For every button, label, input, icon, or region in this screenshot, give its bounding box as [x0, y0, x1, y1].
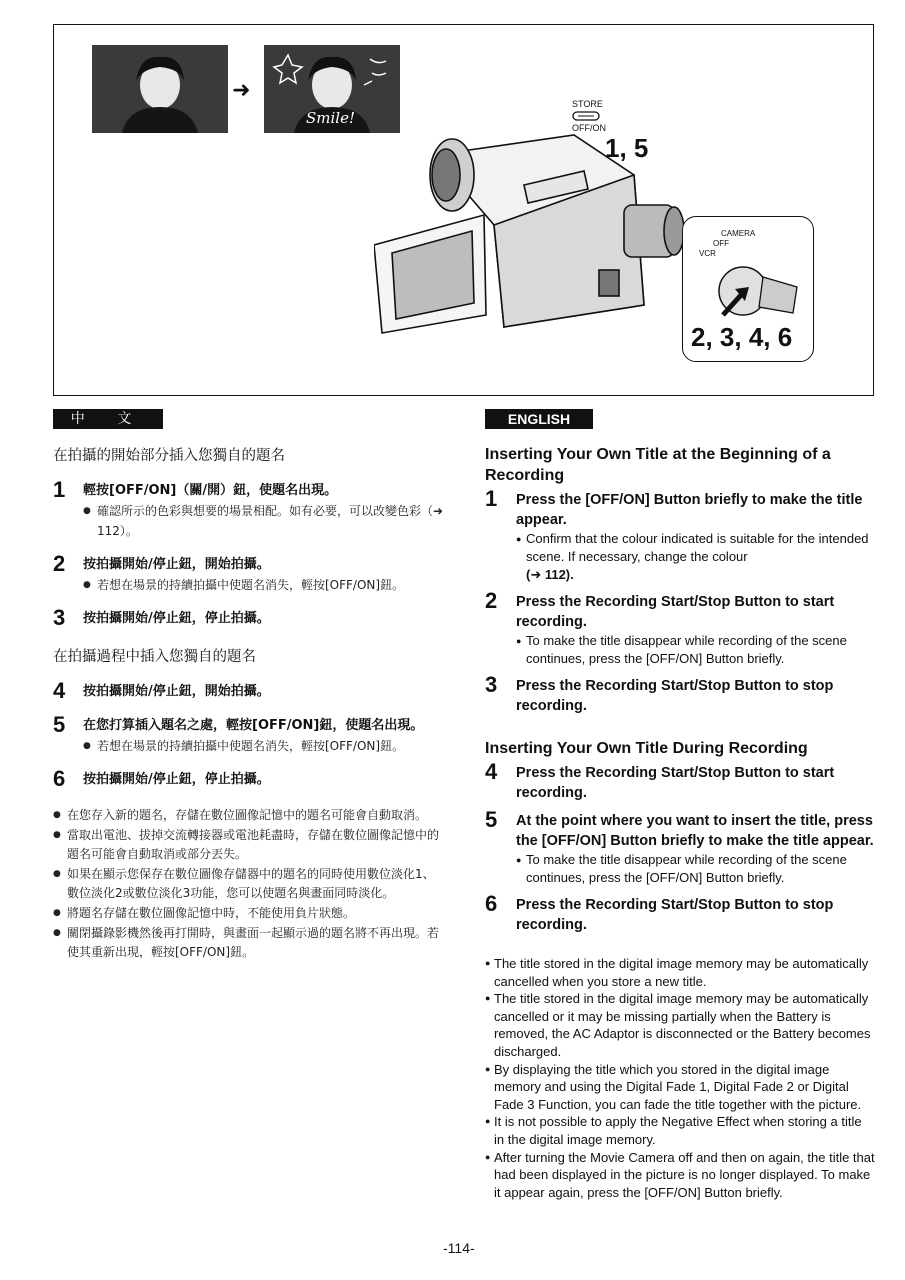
off-on-label: OFF/ON [572, 123, 606, 133]
step-note [516, 530, 875, 584]
step-note: ● 若想在場景的持續拍攝中使題名消失，輕按[OFF/ON]鈕。 [83, 736, 445, 756]
step-number: 3 [53, 605, 66, 630]
zh-step [53, 477, 445, 541]
en-step [485, 807, 875, 887]
mode-dial-inset [682, 216, 814, 362]
step-text: Press the Recording Start/Stop Button to stop recording. [516, 897, 834, 933]
en-bullet: ● The title stored in the digital image memory may be automatically cancelled or it may be missing partially when the Battery is removed, the AC Adaptor is disconnected or the Battery becomes discharged. [485, 990, 875, 1060]
step-number: 4 [485, 759, 498, 784]
zh-bullet: ● 關閉攝錄影機然後再打開時，與畫面一起顯示過的題名將不再出現。若使其重新出現，輕按[OFF/ON]鈕。 [53, 924, 445, 962]
step-number: 5 [485, 807, 498, 832]
step-note: ● To make the title disappear while recording of the scene continues, press the [OFF/ON] Button briefly. [516, 851, 875, 887]
title-overlay-text: Smile! [306, 109, 355, 127]
step-number: 3 [485, 672, 498, 697]
arrow-right-icon: ➜ [232, 77, 251, 102]
zh-section1-title: 在拍攝的開始部分插入您獨自的題名 [53, 448, 285, 464]
page-reference: (➜ 112). [526, 567, 574, 582]
step-text: Press the Recording Start/Stop Button to stop recording. [516, 678, 834, 714]
en-step [485, 588, 875, 668]
illustration-frame [53, 24, 874, 396]
en-step [485, 891, 875, 935]
en-step [485, 486, 875, 584]
english-section-label: ENGLISH [485, 409, 593, 429]
zh-step [53, 605, 445, 630]
step-text: 按拍攝開始/停止鈕，開始拍攝。 [83, 684, 270, 699]
step-number: 6 [53, 766, 66, 791]
step-number: 4 [53, 678, 66, 703]
camera-mode-label: CAMERA [721, 229, 756, 238]
step-text: 在您打算插入題名之處，輕按[OFF/ON]鈕，使題名出現。 [83, 718, 424, 733]
step-note: ● 若想在場景的持續拍攝中使題名消失，輕按[OFF/ON]鈕。 [83, 575, 445, 595]
vcr-mode-label: VCR [699, 249, 716, 258]
en-step [485, 672, 875, 716]
step-number: 6 [485, 891, 498, 916]
photo-without-title [92, 45, 228, 133]
step-text: Press the Recording Start/Stop Button to start recording. [516, 765, 835, 801]
en-section2-title: Inserting Your Own Title During Recording [485, 740, 808, 757]
zh-bullet: ● 在您存入新的題名，存儲在數位圖像記憶中的題名可能會自動取消。 [53, 806, 445, 825]
step-note: ● To make the title disappear while recording of the scene continues, press the [OFF/ON] Button briefly. [516, 632, 875, 668]
zh-step [53, 678, 445, 703]
step-text: Press the Recording Start/Stop Button to start recording. [516, 594, 835, 630]
zh-step [53, 551, 445, 595]
store-button-icon [572, 110, 602, 122]
zh-bullet: ● 當取出電池、拔掉交流轉接器或電池耗盡時，存儲在數位圖像記憶中的題名可能會自動取消或部分丟失。 [53, 826, 445, 864]
english-column [485, 444, 875, 1201]
en-section1-title: Inserting Your Own Title at the Beginning of a Recording [485, 446, 831, 484]
step-number: 2 [485, 588, 498, 613]
step-text: 按拍攝開始/停止鈕，停止拍攝。 [83, 772, 270, 787]
mode-dial-icon [693, 257, 803, 319]
en-bullet: ● The title stored in the digital image memory may be automatically cancelled when you store a new title. [485, 955, 875, 990]
step-text: 按拍攝開始/停止鈕，開始拍攝。 [83, 557, 270, 572]
step-note-text: Confirm that the colour indicated is suitable for the intended scene. If necessary, change the colour [526, 531, 869, 564]
store-label: STORE [572, 99, 603, 109]
step-number: 5 [53, 712, 66, 737]
step-text: Press the [OFF/ON] Button briefly to make the title appear. [516, 492, 863, 528]
step-number: 2 [53, 551, 66, 576]
en-bullet: ● After turning the Movie Camera off and then on again, the title that had been displayed in the picture is no longer displayed. To make it appear again, press the [OFF/ON] Button briefly. [485, 1149, 875, 1202]
page-number: -114- [443, 1240, 475, 1256]
step-callout-1-5: 1, 5 [605, 133, 649, 163]
step-text: 輕按[OFF/ON]（關/開）鈕，使題名出現。 [83, 483, 338, 498]
step-text: 按拍攝開始/停止鈕，停止拍攝。 [83, 611, 270, 626]
chinese-column [53, 444, 445, 963]
off-mode-label: OFF [713, 239, 729, 248]
en-step [485, 759, 875, 803]
zh-step [53, 766, 445, 791]
step-note: ● 確認所示的色彩與想要的場景相配。如有必要，可以改變色彩（➜ 112）。 [83, 501, 445, 541]
chinese-section-label: 中 文 [53, 409, 163, 429]
step-text: At the point where you want to insert the title, press the [OFF/ON] Button briefly to make the title appear. [516, 813, 874, 849]
zh-section2-title: 在拍攝過程中插入您獨自的題名 [53, 649, 256, 665]
step-number: 1 [485, 486, 498, 511]
step-number: 1 [53, 477, 66, 502]
en-bullet: ● It is not possible to apply the Negative Effect when storing a title in the digital image memory. [485, 1113, 875, 1148]
en-bullet: ● By displaying the title which you stored in the digital image memory and using the Digital Fade 1, Digital Fade 2 or Digital Fade 3 Function, you can fade the title together with the picture. [485, 1061, 875, 1114]
zh-bullet: ● 將題名存儲在數位圖像記憶中時，不能使用負片狀態。 [53, 904, 445, 923]
step-callout-2-3-4-6: 2, 3, 4, 6 [691, 322, 793, 352]
zh-bullet: ● 如果在顯示您保存在數位圖像存儲器中的題名的同時使用數位淡化1、數位淡化2或數位淡化3功能，您可以使題名與畫面同時淡化。 [53, 865, 445, 903]
zh-step [53, 712, 445, 756]
